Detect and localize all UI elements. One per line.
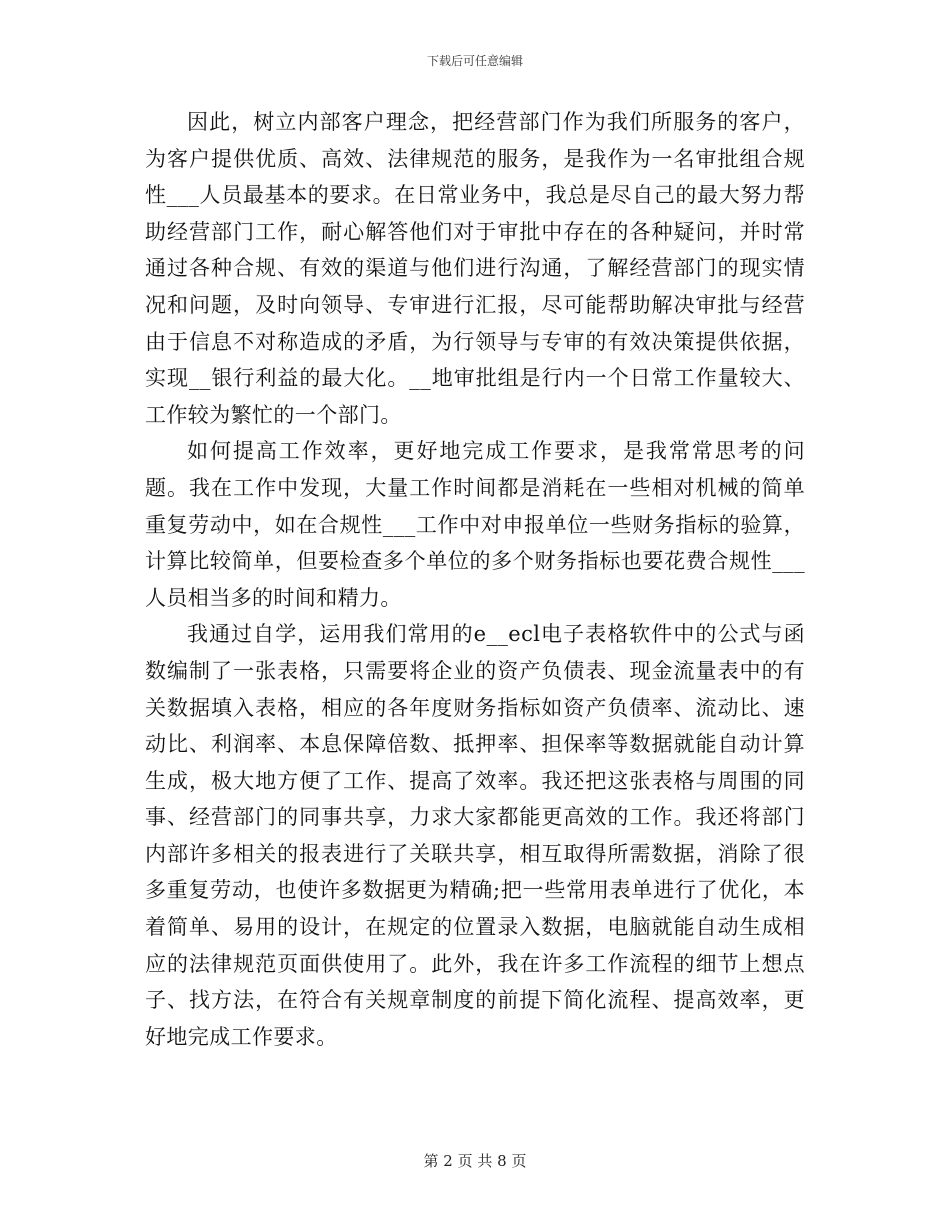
paragraph: 如何提高工作效率，更好地完成工作要求，是我常常思考的问题。我在工作中发现，大量工作时间都是消耗在一些相对机械的简单重复劳动中，如在合规性___工作中对申报单位一些财务指标的验算，计算比较简单，但要检查多个单位的多个财务指标也要花费合规性___人员相当多的时间和精力。: [145, 439, 805, 610]
document-body: [145, 104, 805, 1055]
paragraph: 因此，树立内部客户理念，把经营部门作为我们所服务的客户，为客户提供优质、高效、法律规范的服务，是我作为一名审批组合规性___人员最基本的要求。在日常业务中，我总是尽自己的最大努力帮助经营部门工作，耐心解答他们对于审批中存在的各种疑问，并时常通过各种合规、有效的渠道与他们进行沟通，了解经营部门的现实情况和问题，及时向领导、专审进行汇报，尽可能帮助解决审批与经营由于信息不对称造成的矛盾，为行领导与专审的有效决策提供依据，实现__银行利益的最大化。__地审批组是行内一个日常工作量较大、工作较为繁忙的一个部门。: [145, 110, 805, 427]
page-header: 下载后可任意编辑: [426, 54, 523, 68]
paragraph: 我通过自学，运用我们常用的e__ecl电子表格软件中的公式与函数编制了一张表格，只需要将企业的资产负债表、现金流量表中的有关数据填入表格，相应的各年度财务指标如资产负债率、流动比、速动比、利润率、本息保障倍数、抵押率、担保率等数据就能自动计算生成，极大地方便了工作、提高了效率。我还把这张表格与周围的同事、经营部门的同事共享，力求大家都能更高效的工作。我还将部门内部许多相关的报表进行了关联共享，相互取得所需数据，消除了很多重复劳动，也使许多数据更为精确;把一些常用表单进行了优化，本着简单、易用的设计，在规定的位置录入数据，电脑就能自动生成相应的法律规范页面供使用了。此外，我在许多工作流程的细节上想点子、找方法，在符合有关规章制度的前提下简化流程、提高效率，更好地完成工作要求。: [145, 622, 805, 1049]
page-number-footer: 第 2 页 共 8 页: [423, 1152, 527, 1170]
